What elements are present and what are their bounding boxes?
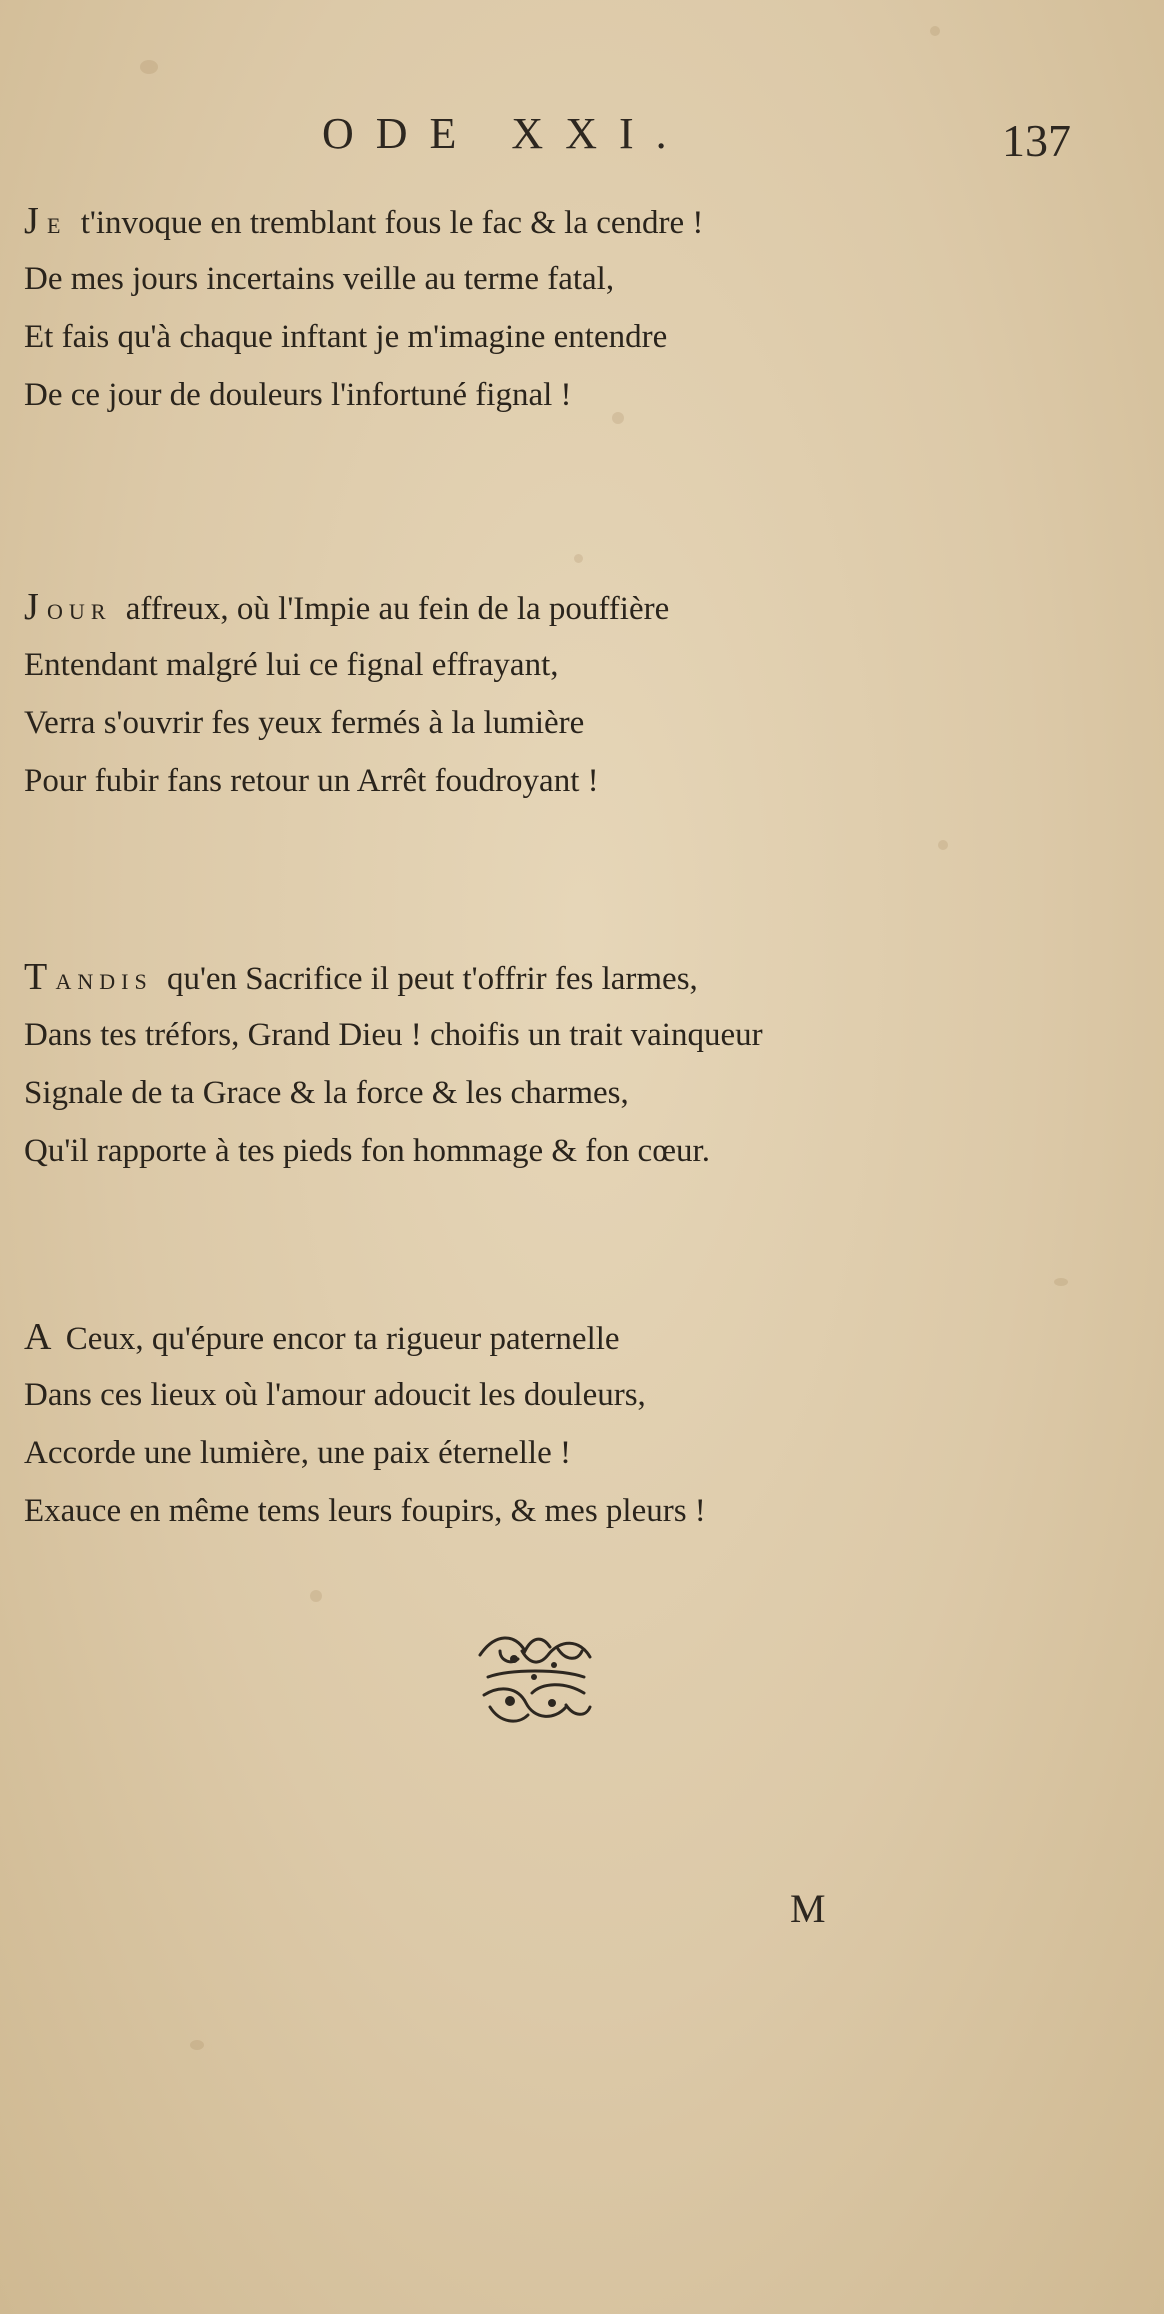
- verse-line: [24, 578, 1134, 636]
- verse-line: Signale de ta Grace & la force & les charmes,: [24, 1075, 629, 1111]
- lead-smallcaps: ANDIS: [55, 969, 153, 994]
- lead-smallcaps: E: [47, 213, 67, 238]
- stanza-1: [24, 192, 1134, 424]
- verse-text: Ceux, qu'épure encor ta rigueur paternelle: [65, 1321, 620, 1357]
- signature-mark: M: [790, 1886, 826, 1931]
- running-title: ODE XXI.: [322, 109, 689, 158]
- lead-initial: J: [24, 586, 39, 628]
- stanza-4: [24, 1308, 1134, 1540]
- verse-line: Verra s'ouvrir fes yeux fermés à la lumière: [24, 705, 585, 741]
- verse-line: [24, 1308, 1134, 1366]
- paper-spot: [140, 60, 158, 74]
- verse-line: Exauce en même tems leurs foupirs, & mes pleurs !: [24, 1493, 706, 1529]
- lead-initial: J: [24, 200, 39, 242]
- verse-line: [24, 948, 1134, 1006]
- verse-line: Et fais qu'à chaque inftant je m'imagine entendre: [24, 319, 668, 355]
- verse-line: Dans tes tréfors, Grand Dieu ! choifis un trait vainqueur: [24, 1017, 763, 1053]
- lead-initial: T: [24, 956, 48, 998]
- verse-text: affreux, où l'Impie au fein de la pouffière: [125, 591, 670, 627]
- verse-line: Qu'il rapporte à tes pieds fon hommage & fon cœur.: [24, 1133, 710, 1169]
- verse-line: Dans ces lieux où l'amour adoucit les douleurs,: [24, 1377, 646, 1413]
- verse-line: De ce jour de douleurs l'infortuné fignal !: [24, 377, 572, 413]
- floral-tailpiece-icon: [470, 1625, 600, 1735]
- verse-line: Accorde une lumière, une paix éternelle !: [24, 1435, 571, 1471]
- verse-line: Pour fubir fans retour un Arrêt foudroyant !: [24, 763, 599, 799]
- paper-spot: [310, 1590, 322, 1602]
- lead-initial: A: [24, 1316, 52, 1358]
- paper-spot: [574, 554, 583, 563]
- verse-text: qu'en Sacrifice il peut t'offrir fes larmes,: [166, 961, 698, 997]
- verse-text: t'invoque en tremblant fous le fac & la cendre !: [80, 205, 704, 241]
- paper-spot: [930, 26, 940, 36]
- lead-smallcaps: OUR: [47, 599, 112, 624]
- page-number: 137: [1002, 115, 1071, 166]
- stanza-3: [24, 948, 1134, 1180]
- verse-line: [24, 192, 1134, 250]
- paper-spot: [1054, 1278, 1068, 1286]
- paper-spot: [190, 2040, 204, 2050]
- stanza-2: [24, 578, 1134, 810]
- paper-spot: [938, 840, 948, 850]
- verse-line: Entendant malgré lui ce fignal effrayant,: [24, 647, 559, 683]
- running-header: [0, 108, 1164, 168]
- verse-line: De mes jours incertains veille au terme fatal,: [24, 261, 615, 297]
